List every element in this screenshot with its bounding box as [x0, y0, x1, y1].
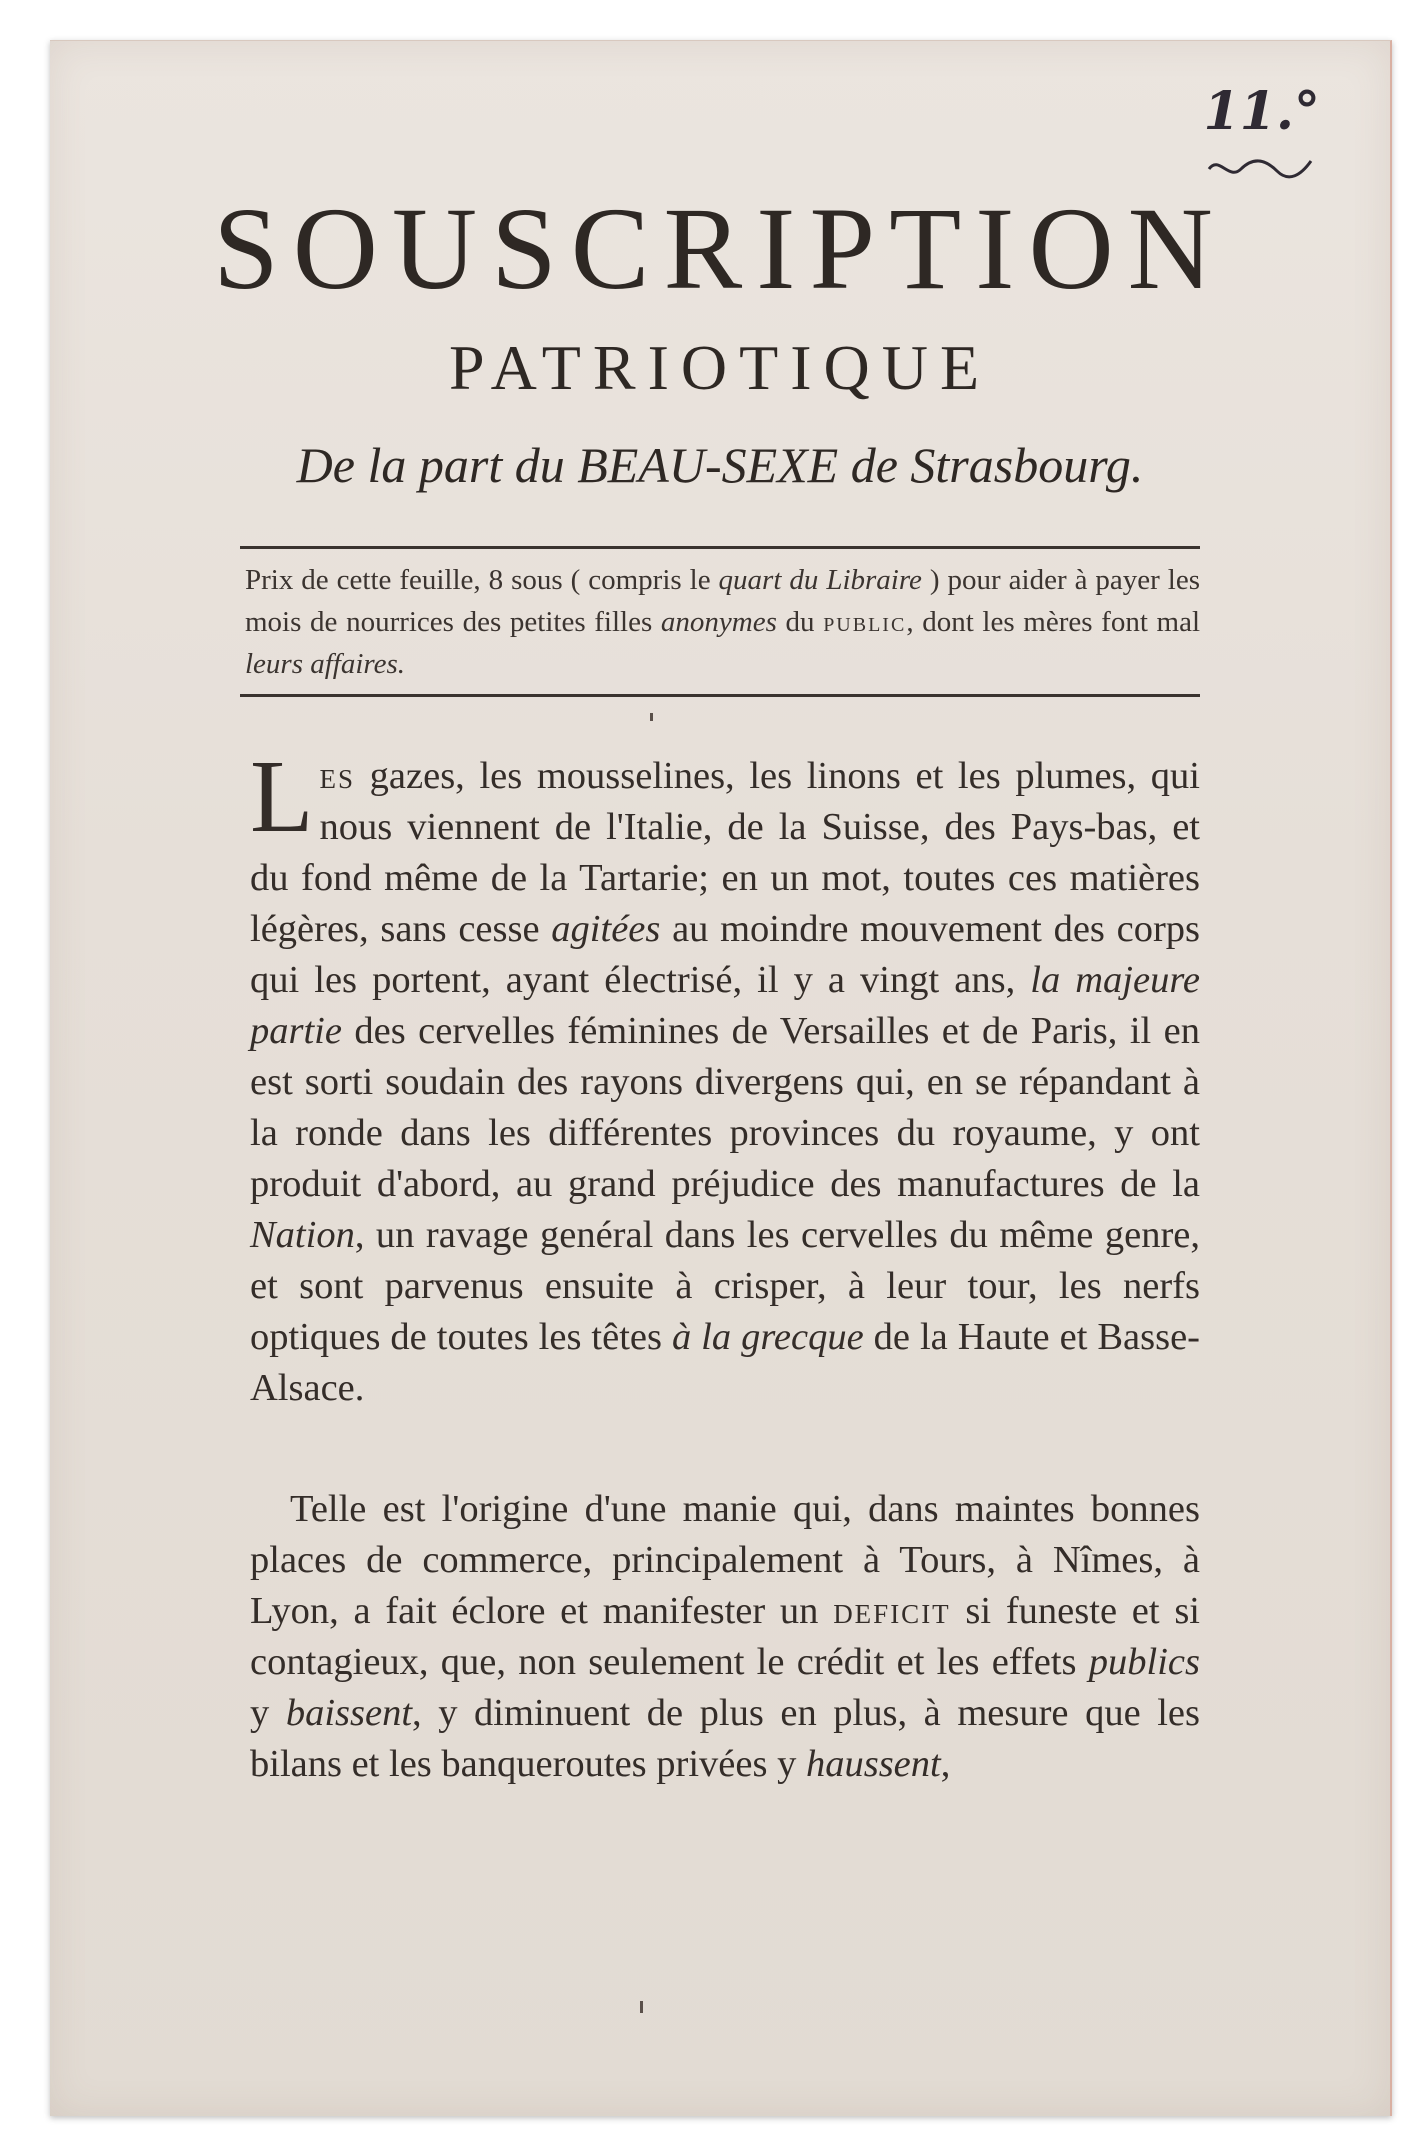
divider-rule [240, 694, 1200, 697]
paragraph-text: , un ravage genéral dans les cervelles du même genre, et sont parvenus ensuite à crisper, à leur tour, les nerfs optiques de toutes les têtes [250, 1214, 1200, 1358]
notice-text: du [776, 606, 824, 638]
notice-smallcaps: public [823, 606, 907, 638]
body-text [250, 739, 1201, 1860]
paragraph-text: si funeste et si contagieux, que, non seulement le crédit et les effets [250, 1590, 1200, 1683]
notice-text: Prix de cette feuille, 8 sous ( compris le [245, 564, 719, 596]
paragraph-lead: es [319, 755, 356, 797]
paragraph [250, 739, 1201, 1414]
notice-text: , dont les mères font mal [906, 606, 1201, 638]
paragraph-text: des cervelles féminines de Versailles et de Paris, il en est sorti soudain des rayons divergens qui, en se répandant à la ronde dans les différentes provinces du royaume, y ont produit d'abord, au grand préjudice des manufactures de la [250, 1010, 1200, 1205]
document-title: SOUSCRIPTION [213, 183, 1227, 314]
paragraph-italic: publics [1088, 1641, 1200, 1683]
document-byline: De la part du BEAU-SEXE de Strasbourg. [296, 437, 1144, 493]
paragraph-text: au moindre mouvement des corps qui les portent, ayant électrisé, il y a vingt ans, [250, 908, 1200, 1001]
notice-italic: anonymes [660, 606, 777, 638]
drop-cap: L [250, 739, 314, 854]
paragraph-italic: haussent [805, 1743, 941, 1785]
notice-italic: leurs affaires. [245, 648, 406, 680]
paragraph-italic: agitées [551, 908, 661, 950]
document-subtitle: PATRIOTIQUE [448, 332, 992, 403]
handwritten-number: 11.° [1203, 81, 1320, 142]
divider-rule [240, 546, 1200, 549]
handwritten-flourish-icon [1205, 151, 1315, 181]
notice-text: ) pour aider à payer les mois de nourrices des petites filles [245, 564, 1200, 638]
price-notice [245, 559, 1200, 685]
paragraph-italic: à la grecque [671, 1316, 864, 1358]
paragraph-italic: baissent [285, 1692, 413, 1734]
paragraph-italic: la majeure partie [250, 959, 1200, 1052]
paragraph-text: y [250, 1692, 286, 1734]
paragraph-italic: Nation [250, 1214, 355, 1256]
paragraph-text: , y diminuent de plus en plus, à mesure que les bilans et les banqueroutes privées y [250, 1692, 1201, 1785]
paragraph [250, 1484, 1200, 1790]
paragraph-text: gazes, les mousselines, les linons et les plumes, qui nous viennent de l'Italie, de la Suisse, des Pays-bas, et du fond même de la Tartarie; en un mot, toutes ces matières légères, sans cesse [250, 755, 1200, 950]
paragraph-text: Telle est l'origine d'une manie qui, dans maintes bonnes places de commerce, principalement à Tours, à Nîmes, à Lyon, a fait éclore et manifester un [250, 1488, 1200, 1632]
notice-italic: quart du Libraire [718, 564, 922, 596]
paragraph-text: de la Haute et Basse-Alsace. [250, 1316, 1201, 1409]
ink-speck [640, 2001, 643, 2013]
ink-speck [650, 713, 653, 721]
document-page [50, 40, 1392, 2116]
paragraph-text: , [940, 1743, 951, 1785]
paragraph-smallcaps: deficit [833, 1590, 951, 1632]
